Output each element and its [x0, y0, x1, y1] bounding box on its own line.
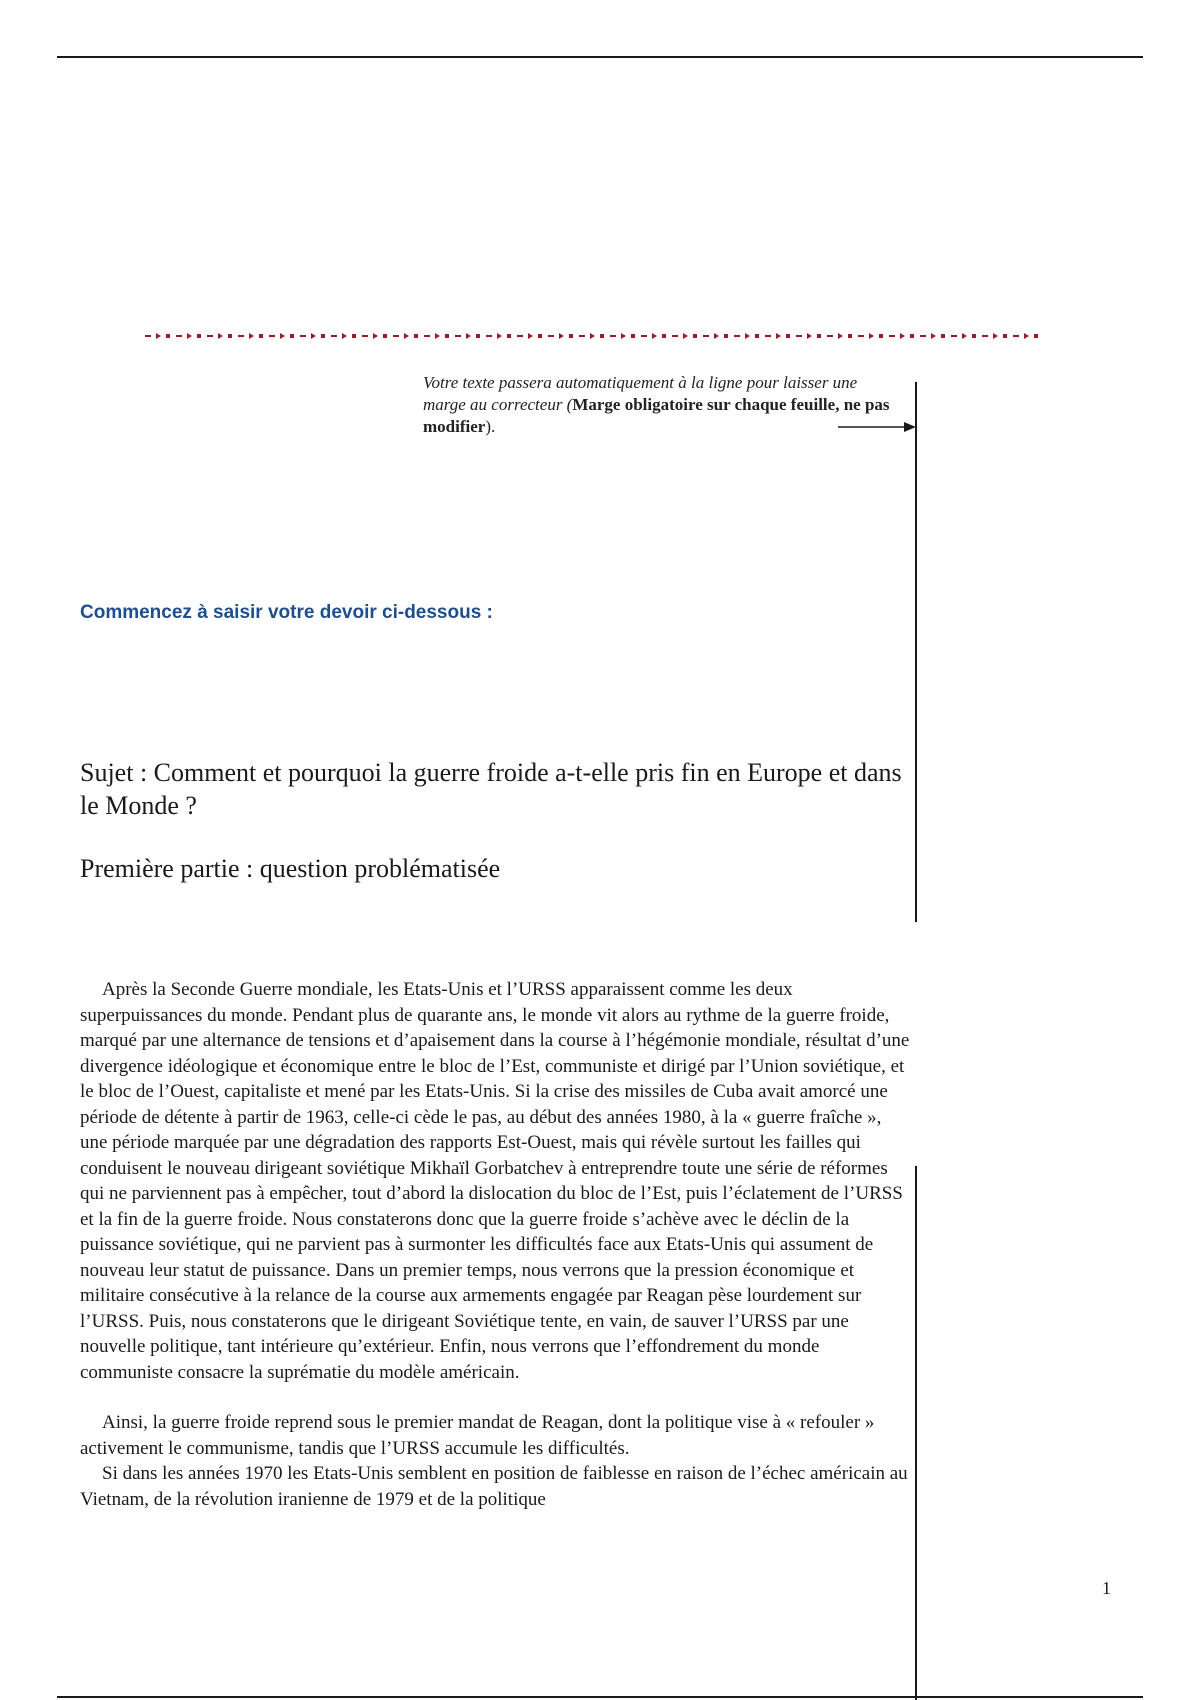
start-label: Commencez à saisir votre devoir ci-dessous :: [80, 602, 493, 623]
paragraph: Ainsi, la guerre froide reprend sous le premier mandat de Reagan, dont la politique vise à « refouler » activement le communisme, tandis que l’URSS accumule les difficultés.: [80, 1412, 875, 1459]
margin-note-closing: ).: [485, 417, 496, 436]
decorative-dash-border: [145, 330, 1045, 342]
page-number: 1: [1102, 1578, 1111, 1598]
top-rule: [57, 56, 1143, 58]
arrow-right-icon: [838, 420, 916, 434]
part-title: Première partie : question problématisée: [80, 854, 501, 883]
margin-note-italic: Votre texte passera automatiquement à la ligne pour laisser une marge au correcteur (: [423, 373, 858, 414]
margin-line-upper: [915, 382, 917, 922]
margin-note: [423, 372, 893, 438]
subject-heading: Sujet : Comment et pourquoi la guerre froide a-t-elle pris fin en Europe et dans le Monde ?: [80, 758, 902, 820]
bottom-rule: [57, 1696, 1143, 1698]
margin-line-lower: [915, 1166, 917, 1700]
margin-note-bold: Marge obligatoire sur chaque feuille, ne pas modifier: [423, 395, 890, 436]
essay-body: [80, 977, 912, 1512]
paragraph: Après la Seconde Guerre mondiale, les Etats-Unis et l’URSS apparaissent comme les deux superpuissances du monde. Pendant plus de quarante ans, le monde vit alors au rythme de la guerre froide, marqué par une alternance de tensions et d’apaisement dans la course à l’hégémonie mondiale, résultat d’une divergence idéologique et économique entre le bloc de l’Est, communiste et dirigé par l’Union soviétique, et le bloc de l’Ouest, capitaliste et mené par les Etats-Unis. Si la crise des missiles de Cuba avait amorcé une période de détente à partir de 1963, celle-ci cède le pas, au début des années 1980, à la « guerre fraîche », une période marquée par une dégradation des rapports Est-Ouest, mais qui révèle surtout les failles qui conduisent le nouveau dirigeant soviétique Mikhaïl Gorbatchev à entreprendre toute une série de réformes qui ne parviennent pas à empêcher, tout d’abord la dislocation du bloc de l’Est, puis l’éclatement de l’URSS et la fin de la guerre froide. Nous constaterons donc que la guerre froide s’achève avec le déclin de la puissance soviétique, qui ne parvient pas à surmonter les difficultés face aux Etats-Unis qui assument de nouveau leur statut de puissance. Dans un premier temps, nous verrons que la pression économique et militaire consécutive à la relance de la course aux armements engagée par Reagan pèse lourdement sur l’URSS. Puis, nous constaterons que le dirigeant Soviétique tente, en vain, de sauver l’URSS par une nouvelle politique, tant intérieure qu’extérieur. Enfin, nous verrons que l’effondrement du monde communiste consacre la suprématie du modèle américain.: [80, 979, 910, 1383]
paragraph: Si dans les années 1970 les Etats-Unis semblent en position de faiblesse en raison de l’échec américain au Vietnam, de la révolution iranienne de 1979 et de la politique: [80, 1463, 908, 1510]
